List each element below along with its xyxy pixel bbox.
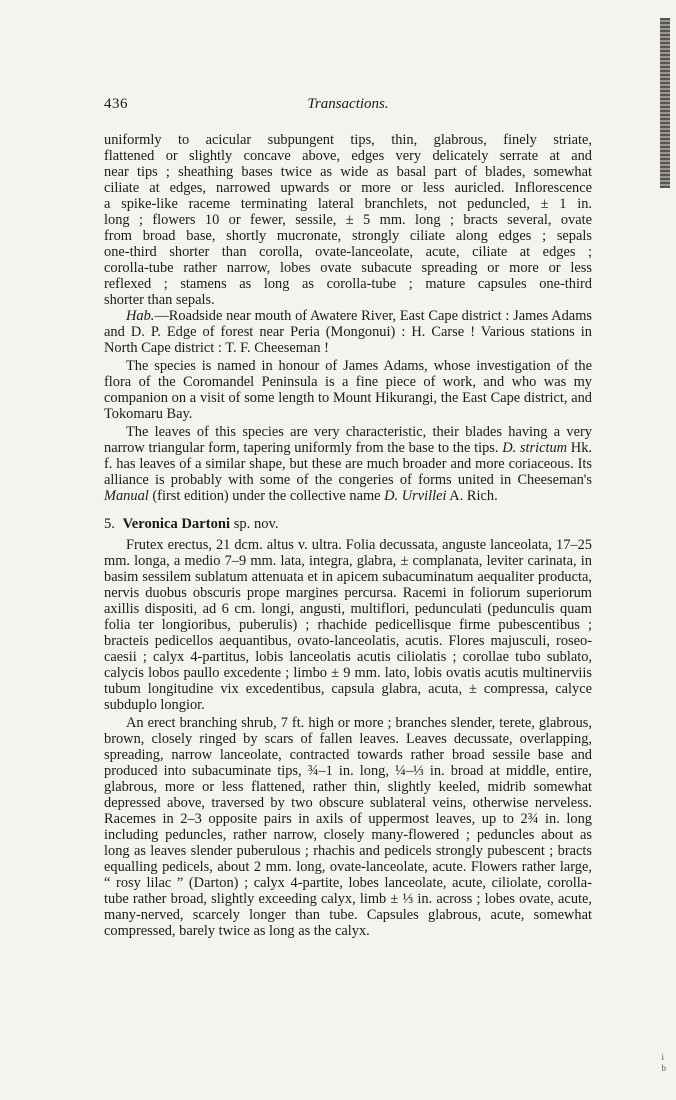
comparison-paragraph: The leaves of this species are very characteristic, their blades having a very narrow triangular form, tapering uniformly from the base to the tips. D. strictum Hk. f. has leaves of a similar shape, but these are much broader and more coriaceous. Its alliance is probably with some of the congeries of forms united in Cheeseman's Manual (first edition) under the collective name D. Urvillei A. Rich. bbox=[104, 424, 592, 504]
page-binding-edge bbox=[660, 18, 670, 188]
text-line: shorter than sepals. bbox=[104, 292, 215, 308]
species-heading bbox=[104, 516, 592, 532]
book-reference: Manual bbox=[104, 488, 149, 504]
text-line: long ; flowers 10 or fewer, sessile, ± 5 mm. long ; bracts several, ovate bbox=[104, 212, 592, 228]
continuation-paragraph bbox=[104, 132, 592, 308]
margin-marks: i b bbox=[661, 1052, 666, 1073]
text-line: corolla-tube rather narrow, lobes ovate subacute spreading or more or less bbox=[104, 260, 592, 276]
text-line: a spike-like raceme terminating lateral branchlets, not peduncled, ± 1 in. bbox=[104, 196, 592, 212]
text-line: reflexed ; stamens as long as corolla-tube ; mature capsules one-third bbox=[104, 276, 592, 292]
document-page bbox=[104, 96, 592, 939]
page-number: 436 bbox=[104, 96, 128, 112]
text-line: near tips ; sheathing bases twice as wide as basal part of blades, somewhat bbox=[104, 164, 592, 180]
text-line: flattened or slightly concave above, edges very delicately serrate at and bbox=[104, 148, 592, 164]
running-title: Transactions. bbox=[307, 96, 389, 112]
species-status: sp. nov. bbox=[233, 516, 279, 532]
species-reference: D. Urvillei bbox=[384, 488, 447, 504]
text-line: ciliate at edges, narrowed upwards or more or less auricled. Inflorescence bbox=[104, 180, 592, 196]
english-description: An erect branching shrub, 7 ft. high or more ; branches slender, terete, glabrous, brown, closely ringed by scars of fallen leaves. Leaves decussate, overlapping, spreading, narrow lanceolate, contracted towards rather broad sessile base and produced into subacuminate tips, ¾–1 in. long, ¼–⅓ in. broad at middle, entire, glabrous, more or less flattened, rather thin, slightly keeled, midrib somewhat depressed above, traversed by two obscure sublateral veins, otherwise nerveless. Racemes in 2–3 opposite pairs in axils of uppermost leaves, up to 2¾ in. long including peduncles, rather narrow, closely many-flowered ; peduncles about as long as leaves slender puberulous ; rhachis and pedicels strongly pubescent ; bracts equalling pedicels, about 2 mm. long, ovate-lanceolate, acute. Flowers rather large, “ rosy lilac ” (Darton) ; calyx 4-partite, lobes lanceolate, acute, ciliolate, corolla-tube rather broad, slightly exceeding calyx, limb ± ⅓ in. across ; lobes ovate, acute, many-nerved, scarcely longer than tube. Capsules glabrous, acute, somewhat compressed, barely twice as long as the calyx. bbox=[104, 715, 592, 939]
text-line: one-third shorter than corolla, ovate-lanceolate, acute, ciliate at edges ; bbox=[104, 244, 592, 260]
habitat-label: Hab. bbox=[126, 308, 155, 324]
text-line: uniformly to acicular subpungent tips, thin, glabrous, finely striate, bbox=[104, 132, 592, 148]
naming-paragraph: The species is named in honour of James Adams, whose investigation of the flora of the Coromandel Peninsula is a fine piece of work, and who was my companion on a visit of some length to Mount Hikurangi, the East Cape district, and Tokomaru Bay. bbox=[104, 358, 592, 422]
text-line: from broad base, shortly mucronate, strongly ciliate along edges ; sepals bbox=[104, 228, 592, 244]
habitat-paragraph bbox=[104, 308, 592, 356]
latin-description: Frutex erectus, 21 dcm. altus v. ultra. Folia decussata, anguste lanceolata, 17–25 mm. longa, a medio 7–9 mm. lata, integra, glabra, ± complanata, leviter carinata, in basim sessilem sublatum attenuata et in apicem subacuminatum aequaliter producta, nervis duobus obscuris prope margines percursa. Racemi in foliorum superiorum axillis dispositi, ad 6 cm. longi, angusti, multiflori, pedunculati (pedunculis quam folia ter longioribus, puberulis) ; rhachide pedicellisque firme pubescentibus ; bracteis pedicellos aequantibus, ovato-lanceolatis, acutis. Flores majusculi, roseo-caesii ; calyx 4-partitus, lobis lanceolatis acutis ciliolatis ; corollae tubo sublato, calycis lobos paullo excedente ; limbo ± 9 mm. lato, lobis ovatis acutis multinerviis tubum longitudine vix excedentibus, capsula glabra, acuta, ± compressa, calyce subduplo longior. bbox=[104, 537, 592, 713]
habitat-text: —Roadside near mouth of Awatere River, East Cape district : James Adams and D. P. Edge of forest near Peria (Mongonui) : H. Carse ! Various stations in North Cape district : T. F. Cheeseman ! bbox=[104, 308, 592, 356]
species-name: Veronica Dartoni bbox=[122, 516, 231, 532]
page-header bbox=[104, 96, 592, 118]
species-reference: D. strictum bbox=[502, 440, 568, 456]
species-number: 5. bbox=[104, 516, 115, 532]
